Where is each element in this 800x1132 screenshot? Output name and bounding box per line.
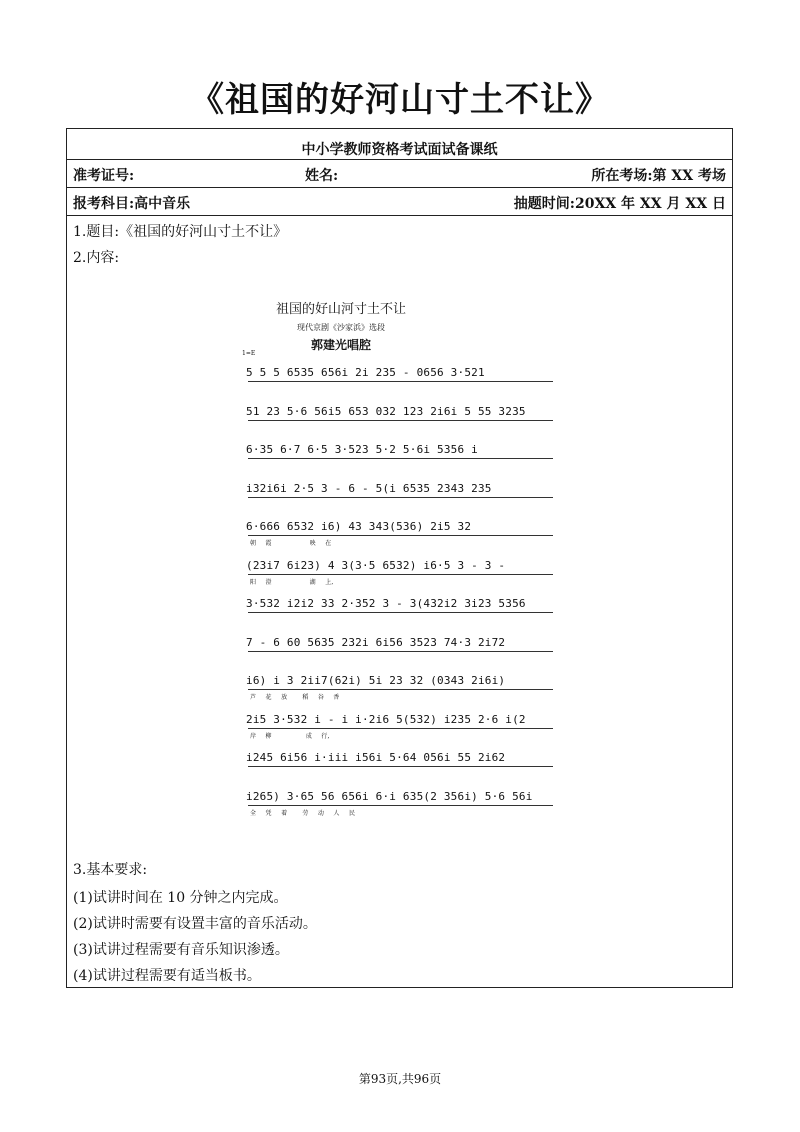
beam-underline	[248, 651, 553, 652]
draw-time-label: 抽题时间:20XX 年 XX 月 XX 日	[513, 196, 726, 212]
beam-underline	[248, 497, 553, 498]
subject-label: 报考科目:高中音乐	[73, 196, 191, 212]
beam-underline	[248, 458, 553, 459]
beam-underline	[248, 728, 553, 729]
page-footer: 第93页,共96页	[358, 1072, 442, 1086]
beam-underline	[248, 689, 553, 690]
requirement-item: (2)试讲时需要有设置丰富的音乐活动。	[73, 916, 317, 932]
lyric-line: 阳 澄 湖 上,	[250, 578, 334, 586]
beam-underline	[248, 420, 553, 421]
divider	[67, 187, 732, 188]
requirements-label: 3.基本要求:	[73, 862, 148, 878]
score-line: (23i7 6i23) 4 3(3·5 6532) i6·5 3 - 3 -	[246, 558, 506, 572]
name-label: 姓名:	[305, 168, 339, 184]
requirement-item: (4)试讲过程需要有适当板书。	[73, 968, 261, 984]
beam-underline	[248, 535, 553, 536]
score-title: 祖国的好山河寸土不让	[275, 302, 406, 317]
score-line: i32i6i 2·5 3 - 6 - 5(i 6535 2343 235	[246, 481, 492, 495]
score-subtitle: 现代京剧《沙家浜》选段	[297, 323, 385, 332]
beam-underline	[248, 805, 553, 806]
score-line: 51 23 5·6 56i5 653 032 123 2i6i 5 55 3235	[246, 404, 526, 418]
key-signature: 1=E	[242, 350, 256, 357]
topic-line: 1.题目:《祖国的好河山寸土不让》	[73, 224, 288, 240]
score-line: 6·666 6532 i6) 43 343(536) 2i5 32	[246, 520, 472, 533]
divider	[67, 215, 732, 216]
page-title: 《祖国的好河山寸土不让》	[190, 80, 610, 120]
divider	[67, 159, 732, 160]
lyric-line: 全 凭 着 劳 动 人 民	[250, 809, 355, 817]
beam-underline	[248, 612, 553, 613]
beam-underline	[248, 766, 553, 767]
requirement-item: (3)试讲过程需要有音乐知识渗透。	[73, 942, 289, 958]
score-line: 7 - 6 60 5635 232i 6i56 3523 74·3 2i72	[246, 635, 506, 649]
lyric-line: 岸 柳 成 行,	[250, 732, 330, 740]
score-line: 3·532 i2i2 33 2·352 3 - 3(432i2 3i23 5356	[246, 597, 526, 610]
score-singer: 郭建光唱腔	[310, 338, 371, 352]
lyric-line: 芦 花 放 稻 谷 香	[250, 694, 340, 701]
beam-underline	[248, 574, 553, 575]
content-label: 2.内容:	[73, 250, 120, 266]
score-line: i245 6i56 i·iii i56i 5·64 056i 55 2i62	[246, 751, 506, 764]
score-line: i6) i 3 2ii7(62i) 5i 23 32 (0343 2i6i)	[246, 674, 506, 687]
exam-number-label: 准考证号:	[73, 168, 135, 184]
requirement-item: (1)试讲时间在 10 分钟之内完成。	[73, 890, 288, 906]
venue-label: 所在考场:第 XX 考场	[591, 168, 726, 184]
form-heading: 中小学教师资格考试面试备课纸	[301, 142, 498, 158]
score-line: 6·35 6·7 6·5 3·523 5·2 5·6i 5356 i	[246, 443, 478, 456]
score-line: 5 5 5 6535 656i 2i 235 - 0656 3·521	[246, 366, 485, 379]
score-line: i265) 3·65 56 656i 6·i 635(2 356i) 5·6 56i	[246, 789, 533, 803]
lyric-line: 朝 霞 映 在	[250, 540, 332, 547]
score-line: 2i5 3·532 i - i i·2i6 5(532) i235 2·6 i(2	[246, 712, 526, 726]
beam-underline	[248, 381, 553, 382]
